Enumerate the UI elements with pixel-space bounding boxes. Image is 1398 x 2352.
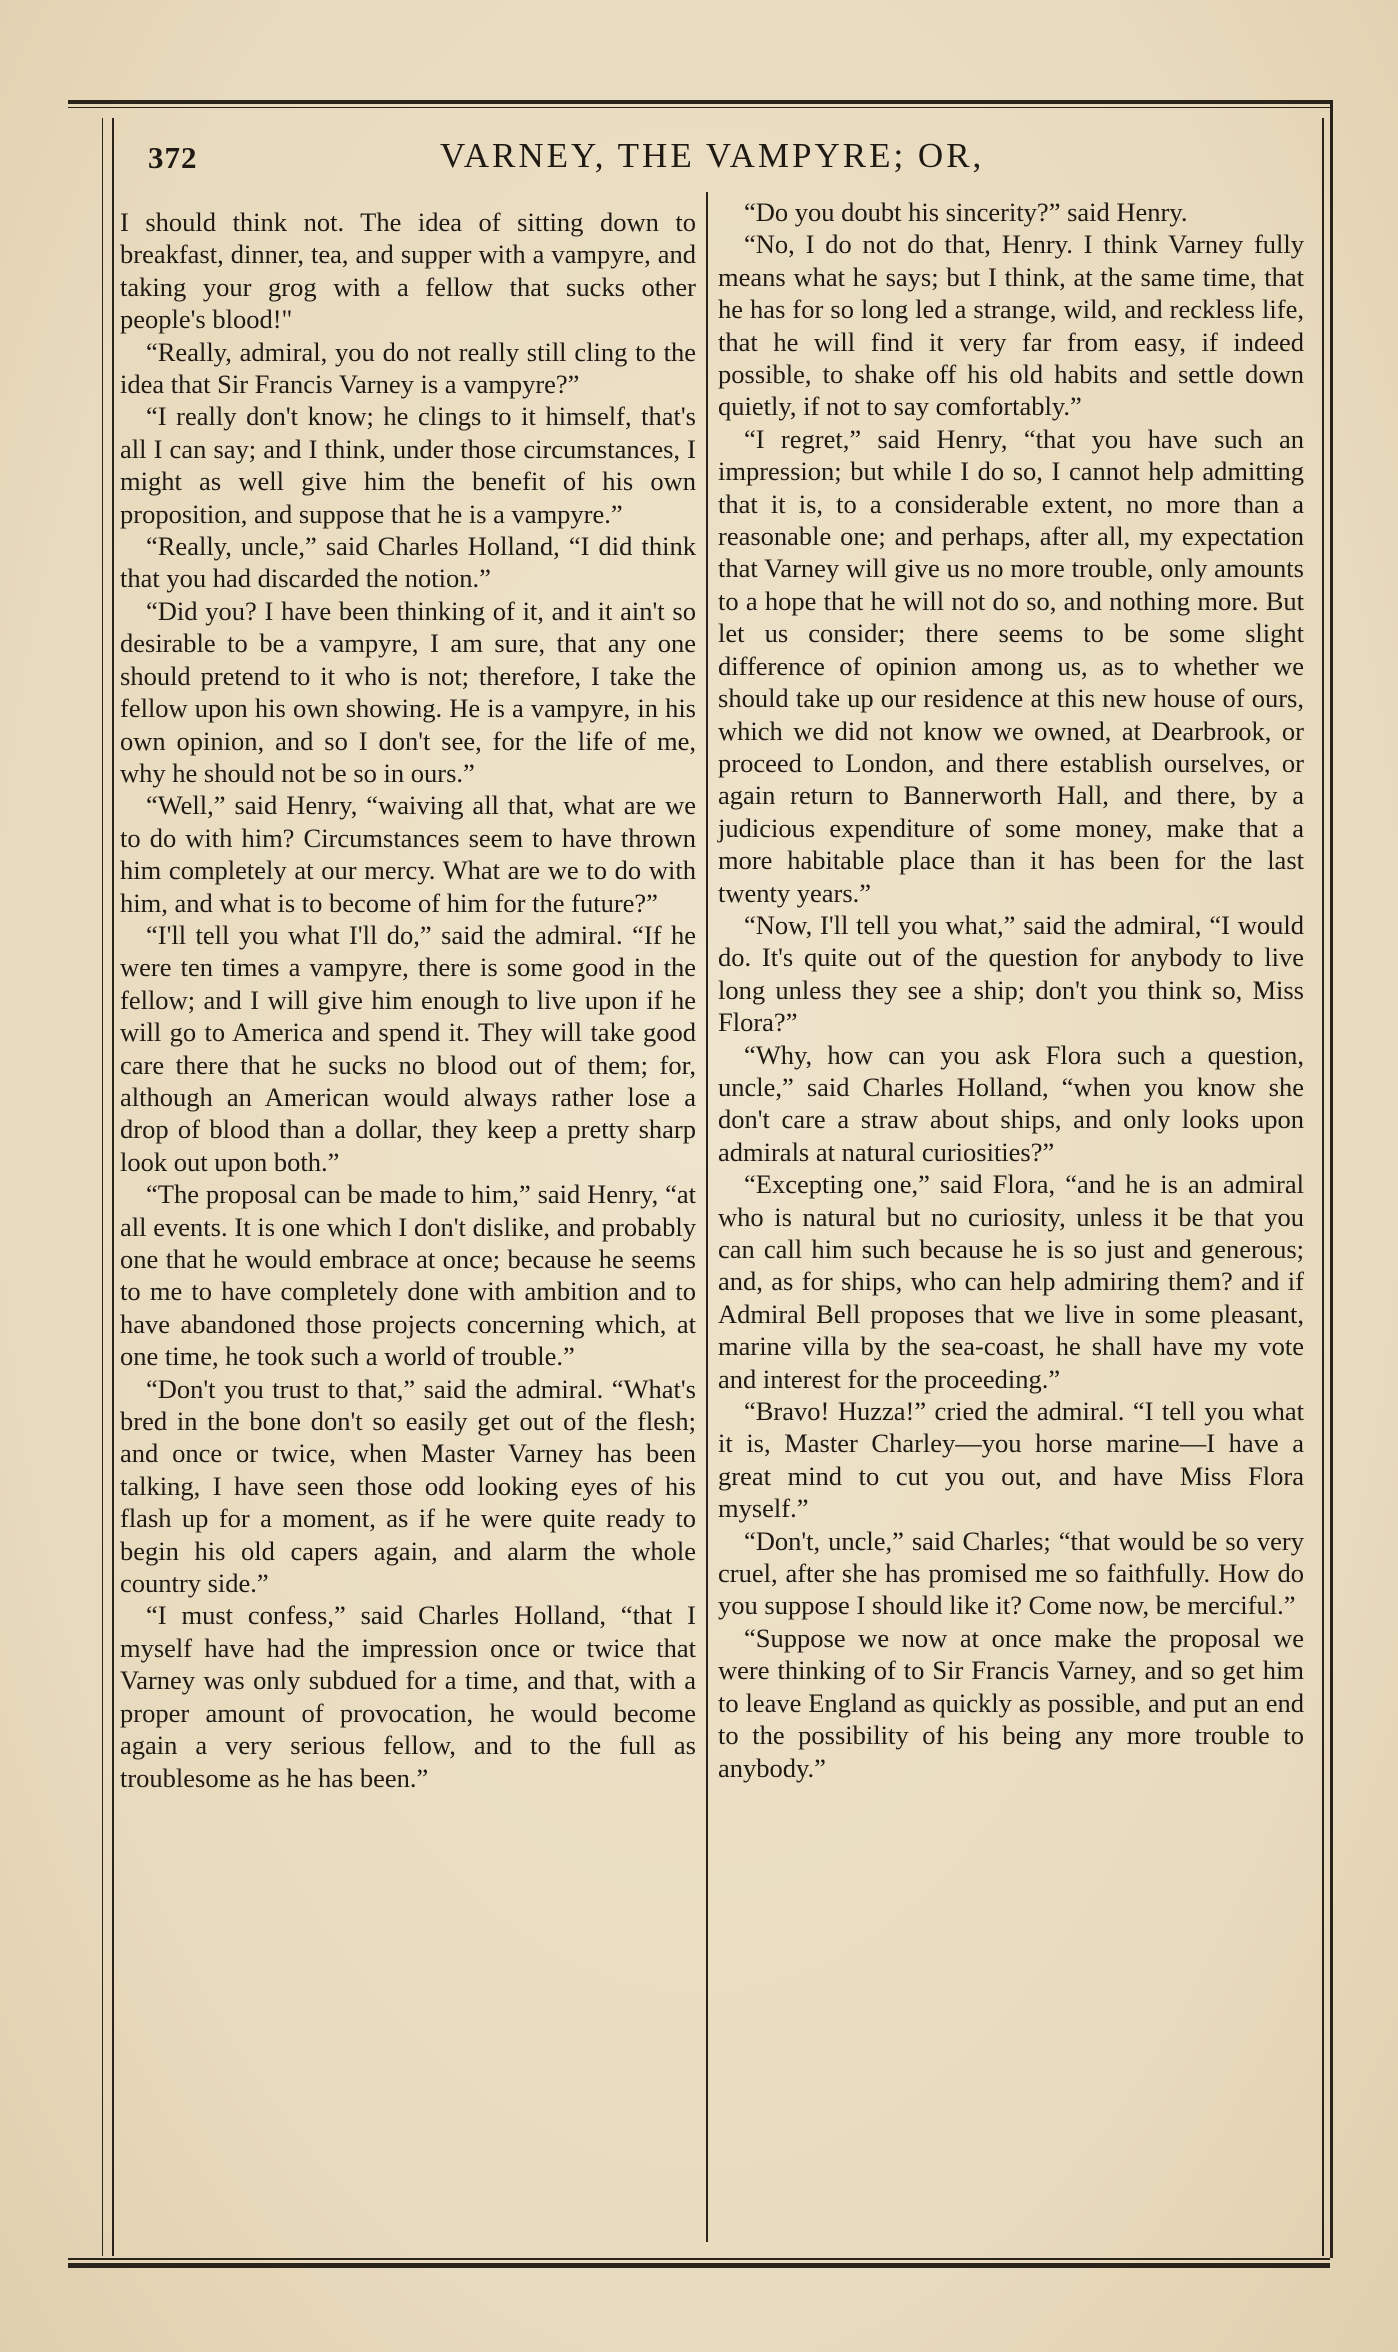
page-header <box>140 130 1310 186</box>
paragraph: “Excepting one,” said Flora, “and he is an admiral who is natural but no curiosity, unless it be that you can call him such because he is so just and generous; and, as for ships, who can help admiring them? and if Admiral Bell proposes that we live in some pleasant, marine villa by the sea-coast, he shall have my vote and interest for the proceeding.” <box>718 1169 1304 1394</box>
paragraph: “Really, uncle,” said Charles Holland, “I did think that you had discarded the notion.” <box>120 531 696 594</box>
paragraph: “Do you doubt his sincerity?” said Henry. <box>744 197 1188 227</box>
paragraph: “I'll tell you what I'll do,” said the admiral. “If he were ten times a vampyre, there is some good in the fellow; and I will give him enough to live upon if he will go to America and spend it. They will take good care there that he sucks no blood out of them; for, although an American would always rather lose a drop of blood than a dollar, they keep a pretty sharp look out upon both.” <box>120 919 696 1177</box>
paragraph: “No, I do not do that, Henry. I think Varney fully means what he says; but I think, at the same time, that he has for so long led a strange, wild, and reckless life, that he will find it very far from easy, if indeed possible, to shake off his old habits and settle down quietly, if not to say comfortably.” <box>718 229 1304 422</box>
paragraph: I should think not. The idea of sitting down to breakfast, dinner, tea, and supper with a vampyre, and taking your grog with a fellow that sucks other people's blood!" <box>120 207 696 335</box>
paragraph: “I regret,” said Henry, “that you have such an impression; but while I do so, I cannot help admitting that it is, to a considerable extent, no more than a reasonable one; and perhaps, after all, my expectation that Varney will give us no more trouble, only amounts to a hope that he will not do so, and nothing more. But let us consider; there seems to be some slight difference of opinion among us, as to whether we should take up our residence at this new house of ours, which we did not know we owned, at Dearbrook, or proceed to London, and there establish ourselves, or again return to Bannerworth Hall, and there, by a judicious expenditure of some money, make that a more habitable place than it has been for the last twenty years.” <box>718 423 1304 908</box>
paragraph: “Now, I'll tell you what,” said the admiral, “I would do. It's quite out of the question for anybody to live long unless they see a ship; don't you think so, Miss Flora?” <box>718 909 1304 1038</box>
bottom-rule <box>68 2258 1330 2268</box>
paragraph: “Don't you trust to that,” said the admiral. “What's bred in the bone don't so easily get out of the flesh; and once or twice, when Master Varney has been talking, I have seen those odd looking eyes of his flash up for a moment, as if he were quite ready to begin his old capers again, and alarm the whole country side.” <box>120 1373 696 1599</box>
left-column <box>120 206 696 1794</box>
right-column <box>718 196 1304 1784</box>
paragraph: “The proposal can be made to him,” said Henry, “at all events. It is one which I don't dislike, and probably one that he would embrace at once; because he seems to me to have completely done with ambition and to have abandoned those projects concerning which, at one time, he took such a world of trouble.” <box>120 1179 696 1372</box>
paragraph: “Why, how can you ask Flora such a question, uncle,” said Charles Holland, “when you know she don't care a straw about ships, and only looks upon admirals at natural curiosities?” <box>718 1039 1304 1167</box>
paragraph: “I must confess,” said Charles Holland, “that I myself have had the impression once or twice that Varney was only subdued for a time, and that, with a proper amount of provocation, he would become again a very serious fellow, and to the full as troublesome as he has been.” <box>120 1600 696 1793</box>
paragraph: “Really, admiral, you do not really still cling to the idea that Sir Francis Varney is a vampyre?” <box>120 336 696 400</box>
running-title: VARNEY, THE VAMPYRE; OR, <box>440 136 985 175</box>
page-number: 372 <box>148 140 198 175</box>
column-divider <box>706 192 708 2242</box>
right-border-rule <box>1330 100 1333 2258</box>
paragraph: “Did you? I have been thinking of it, and it ain't so desirable to be a vampyre, I am sure, that any one should pretend to it who is not; therefore, I take the fellow upon his own showing. He is a vampyre, in his own opinion, and so I don't see, for the life of me, why he should not be so in ours.” <box>120 595 696 788</box>
left-border-rule <box>102 118 103 2256</box>
paragraph: “Well,” said Henry, “waiving all that, what are we to do with him? Circumstances seem to have thrown him completely at our mercy. What are we to do with him, and what is to become of him for the future?” <box>120 790 696 918</box>
top-rule <box>68 100 1330 108</box>
paragraph: “Suppose we now at once make the proposal we were thinking of to Sir Francis Varney, and so get him to leave England as quickly as possible, and put an end to the possibility of his being any more trouble to anybody.” <box>718 1622 1304 1783</box>
paragraph: “I really don't know; he clings to it himself, that's all I can say; and I think, under those circumstances, I might as well give him the benefit of his own proposition, and suppose that he is a vampyre.” <box>120 401 696 529</box>
paragraph: “Bravo! Huzza!” cried the admiral. “I tell you what it is, Master Charley—you horse marine—I have a great mind to cut you out, and have Miss Flora myself.” <box>718 1396 1304 1524</box>
paragraph: “Don't, uncle,” said Charles; “that would be so very cruel, after she has promised me so faithfully. How do you suppose I should like it? Come now, be merciful.” <box>718 1525 1304 1621</box>
